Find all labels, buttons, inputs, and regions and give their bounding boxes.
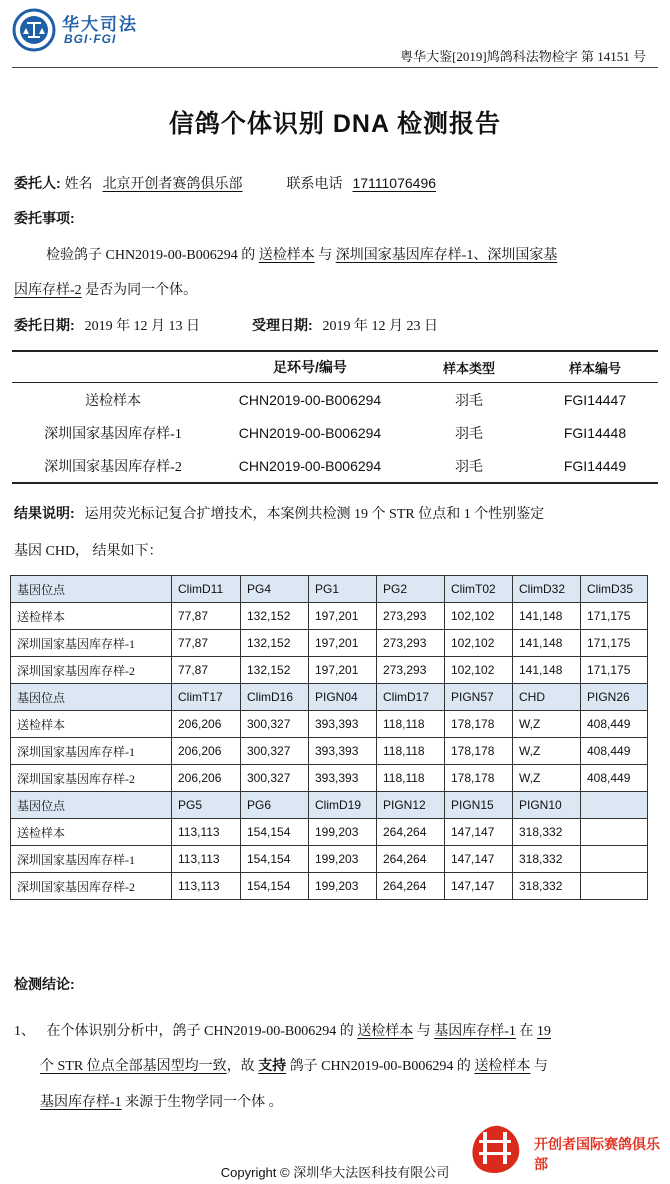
str-cell: 318,332 <box>513 846 581 873</box>
table-row <box>12 383 658 417</box>
str-header-cell: ClimD32 <box>513 576 581 603</box>
matter-text: 是否为同一个体。 <box>85 283 198 298</box>
str-cell: 141,148 <box>513 657 581 684</box>
str-cell: 送检样本 <box>11 711 172 738</box>
str-header-cell: PG1 <box>309 576 377 603</box>
str-header-cell: PG2 <box>377 576 445 603</box>
conclusion-text: 在个体识别分析中，鸽子 CHN2019-00-B006294 的 <box>46 1024 354 1039</box>
table-cell: 深圳国家基因库存样-1 <box>44 426 182 442</box>
str-cell: 154,154 <box>241 873 309 900</box>
str-cell: 深圳国家基因库存样-2 <box>11 765 172 792</box>
str-cell: 178,178 <box>445 765 513 792</box>
matter-reference: 因库存样-2 <box>14 283 82 298</box>
table-row <box>11 819 648 846</box>
str-cell: 154,154 <box>241 819 309 846</box>
str-cell: 118,118 <box>377 765 445 792</box>
str-cell: 147,147 <box>445 873 513 900</box>
str-header-cell <box>581 792 648 819</box>
header-divider <box>12 67 658 68</box>
str-cell: 300,327 <box>241 738 309 765</box>
result-label: 结果说明: <box>14 505 75 521</box>
matter-label: 委托事项: <box>14 210 75 226</box>
table-cell: FGI14449 <box>532 449 658 483</box>
str-header-cell: ClimD17 <box>377 684 445 711</box>
str-cell: 113,113 <box>172 846 241 873</box>
client-line <box>14 173 448 193</box>
str-cell: 273,293 <box>377 603 445 630</box>
table-header-cell: 样本类型 <box>406 351 532 383</box>
str-cell <box>581 846 648 873</box>
str-cell: 273,293 <box>377 657 445 684</box>
sample-table <box>12 350 658 484</box>
conclusion-text: 与 <box>416 1024 431 1039</box>
table-cell: 羽毛 <box>455 426 483 442</box>
table-cell: CHN2019-00-B006294 <box>238 424 382 441</box>
conclusion-line-2 <box>40 1055 548 1075</box>
str-cell: 408,449 <box>581 765 648 792</box>
str-header-row <box>11 792 648 819</box>
str-cell: 深圳国家基因库存样-1 <box>11 738 172 765</box>
str-header-cell: 基因位点 <box>11 684 172 711</box>
str-cell: W,Z <box>513 765 581 792</box>
str-header-cell: ClimT02 <box>445 576 513 603</box>
phone-label: 联系电话 <box>286 177 343 192</box>
table-row <box>11 738 648 765</box>
commission-date-label: 委托日期: <box>14 317 75 333</box>
str-cell: 318,332 <box>513 873 581 900</box>
str-header-cell: PIGN26 <box>581 684 648 711</box>
str-header-cell: PG4 <box>241 576 309 603</box>
table-cell: 送检样本 <box>85 393 141 409</box>
str-cell: 199,203 <box>309 873 377 900</box>
str-cell: 206,206 <box>172 738 241 765</box>
str-header-cell: ClimD35 <box>581 576 648 603</box>
str-cell: 178,178 <box>445 711 513 738</box>
str-header-cell: ClimD19 <box>309 792 377 819</box>
str-cell: 113,113 <box>172 873 241 900</box>
name-label: 姓名 <box>64 177 93 192</box>
str-cell: 深圳国家基因库存样-1 <box>11 846 172 873</box>
str-cell: 132,152 <box>241 603 309 630</box>
conclusion-sample: 送检样本 <box>474 1059 531 1074</box>
str-cell: 206,206 <box>172 765 241 792</box>
conclusion-line-1 <box>14 1020 551 1040</box>
str-cell: 102,102 <box>445 603 513 630</box>
conclusion-reference: 基因库存样-1 <box>434 1024 516 1039</box>
str-cell: 154,154 <box>241 846 309 873</box>
str-cell: 197,201 <box>309 657 377 684</box>
club-name: 开创者国际赛鸽俱乐部 <box>534 1136 660 1172</box>
str-header-cell: ClimD16 <box>241 684 309 711</box>
table-cell: 羽毛 <box>406 449 532 483</box>
str-cell: 393,393 <box>309 711 377 738</box>
str-cell: W,Z <box>513 711 581 738</box>
str-cell: 141,148 <box>513 630 581 657</box>
str-cell: 197,201 <box>309 603 377 630</box>
str-header-cell: ClimD11 <box>172 576 241 603</box>
str-cell: 132,152 <box>241 657 309 684</box>
dates-line <box>14 315 438 335</box>
conclusion-match: 个 STR 位点全部基因型均一致 <box>40 1059 227 1074</box>
table-header-row <box>12 351 658 383</box>
str-cell <box>581 873 648 900</box>
matter-text: 检验鸽子 CHN2019-00-B006294 的 <box>46 248 256 263</box>
table-row <box>12 449 658 483</box>
matter-reference: 深圳国家基因库存样-1、深圳国家基 <box>335 248 558 263</box>
copyright: Copyright © 深圳华大法医科技有限公司 <box>220 1165 450 1180</box>
str-cell: 171,175 <box>581 603 648 630</box>
table-row <box>11 873 648 900</box>
str-header-cell: PIGN12 <box>377 792 445 819</box>
client-name: 北京开创者赛鸽俱乐部 <box>102 177 243 192</box>
str-cell: 264,264 <box>377 846 445 873</box>
str-cell: 147,147 <box>445 846 513 873</box>
str-cell: 393,393 <box>309 738 377 765</box>
str-header-cell: ClimT17 <box>172 684 241 711</box>
str-cell: 171,175 <box>581 630 648 657</box>
conclusion-text: 与 <box>533 1059 548 1074</box>
conclusion-text: ，故 <box>226 1059 255 1074</box>
table-header-cell: 足环号/编号 <box>214 351 406 383</box>
conclusion-verdict: 支持 <box>258 1059 287 1074</box>
str-cell: 408,449 <box>581 738 648 765</box>
result-text: 运用荧光标记复合扩增技术，本案例共检测 19 个 STR 位点和 1 个性别鉴定 <box>84 507 545 522</box>
conclusion-number: 1、 <box>14 1024 35 1039</box>
document-number: 粤华大鉴[2019]鸠鸽科法物检字 第 14151 号 <box>400 49 646 64</box>
str-cell: 送检样本 <box>11 603 172 630</box>
str-cell: 199,203 <box>309 846 377 873</box>
str-header-cell: PIGN04 <box>309 684 377 711</box>
table-cell: 羽毛 <box>455 393 483 409</box>
matter-sample: 送检样本 <box>258 248 315 263</box>
conclusion-text: 来源于生物学同一个体 。 <box>125 1095 283 1110</box>
str-genotype-table <box>10 575 648 900</box>
str-cell: 264,264 <box>377 819 445 846</box>
table-row <box>11 657 648 684</box>
str-cell: 393,393 <box>309 765 377 792</box>
table-header-cell <box>12 351 214 383</box>
table-row <box>11 846 648 873</box>
str-cell: 199,203 <box>309 819 377 846</box>
str-cell: W,Z <box>513 738 581 765</box>
accept-date-label: 受理日期: <box>251 317 313 333</box>
conclusion-label: 检测结论: <box>14 976 75 992</box>
conclusion-reference: 基因库存样-1 <box>40 1095 122 1110</box>
bgi-logo-icon <box>12 8 56 52</box>
str-cell <box>581 819 648 846</box>
str-cell: 171,175 <box>581 657 648 684</box>
str-cell: 408,449 <box>581 711 648 738</box>
str-cell: 300,327 <box>241 711 309 738</box>
str-header-cell: PG6 <box>241 792 309 819</box>
table-cell: CHN2019-00-B006294 <box>238 391 382 408</box>
str-cell: 197,201 <box>309 630 377 657</box>
matter-text: 与 <box>318 248 333 263</box>
str-header-cell: CHD <box>513 684 581 711</box>
conclusion-line-3 <box>40 1091 283 1111</box>
str-header-row <box>11 684 648 711</box>
str-header-cell: PIGN57 <box>445 684 513 711</box>
str-cell: 118,118 <box>377 711 445 738</box>
str-header-cell: PG5 <box>172 792 241 819</box>
report-title: 信鸽个体识别 DNA 检测报告 <box>168 110 502 138</box>
str-cell: 深圳国家基因库存样-2 <box>11 657 172 684</box>
str-cell: 264,264 <box>377 873 445 900</box>
str-cell: 300,327 <box>241 765 309 792</box>
str-header-cell: 基因位点 <box>11 576 172 603</box>
str-cell: 141,148 <box>513 603 581 630</box>
conclusion-count: 19 <box>536 1024 551 1039</box>
str-cell: 132,152 <box>241 630 309 657</box>
str-header-cell: PIGN15 <box>445 792 513 819</box>
str-cell: 深圳国家基因库存样-1 <box>11 630 172 657</box>
client-phone: 17111076496 <box>352 175 437 191</box>
table-cell: FGI14448 <box>563 424 627 441</box>
table-cell: FGI14447 <box>563 391 627 408</box>
str-cell: 113,113 <box>172 819 241 846</box>
str-cell: 318,332 <box>513 819 581 846</box>
conclusion-text: 鸽子 CHN2019-00-B006294 的 <box>289 1059 471 1074</box>
str-cell: 送检样本 <box>11 819 172 846</box>
brand-name-cn: 华大司法 <box>62 15 138 34</box>
result-line-1 <box>14 503 544 523</box>
table-row <box>11 711 648 738</box>
table-cell: CHN2019-00-B006294 <box>214 449 406 483</box>
table-header-cell: 样本编号 <box>532 351 658 383</box>
result-line-2: 基因 CHD， 结果如下： <box>14 544 163 559</box>
matter-line-1 <box>46 244 557 264</box>
str-cell: 77,87 <box>172 657 241 684</box>
str-cell: 77,87 <box>172 630 241 657</box>
matter-line-2 <box>14 279 197 299</box>
str-header-cell: 基因位点 <box>11 792 172 819</box>
conclusion-text: 在 <box>519 1024 534 1039</box>
table-cell: 深圳国家基因库存样-2 <box>12 449 214 483</box>
str-cell: 118,118 <box>377 738 445 765</box>
table-row <box>12 416 658 449</box>
str-cell: 206,206 <box>172 711 241 738</box>
str-header-cell: PIGN10 <box>513 792 581 819</box>
str-cell: 273,293 <box>377 630 445 657</box>
str-cell: 102,102 <box>445 657 513 684</box>
conclusion-sample: 送检样本 <box>357 1024 414 1039</box>
table-row <box>11 765 648 792</box>
client-label: 委托人: <box>14 175 61 191</box>
str-cell: 178,178 <box>445 738 513 765</box>
table-row <box>11 603 648 630</box>
brand-name-en: BGI·FGI <box>64 32 117 46</box>
str-header-row <box>11 576 648 603</box>
accept-date: 2019 年 12 月 23 日 <box>322 319 439 334</box>
table-row <box>11 630 648 657</box>
str-cell: 77,87 <box>172 603 241 630</box>
str-cell: 102,102 <box>445 630 513 657</box>
commission-date: 2019 年 12 月 13 日 <box>84 319 201 334</box>
str-cell: 147,147 <box>445 819 513 846</box>
str-cell: 深圳国家基因库存样-2 <box>11 873 172 900</box>
